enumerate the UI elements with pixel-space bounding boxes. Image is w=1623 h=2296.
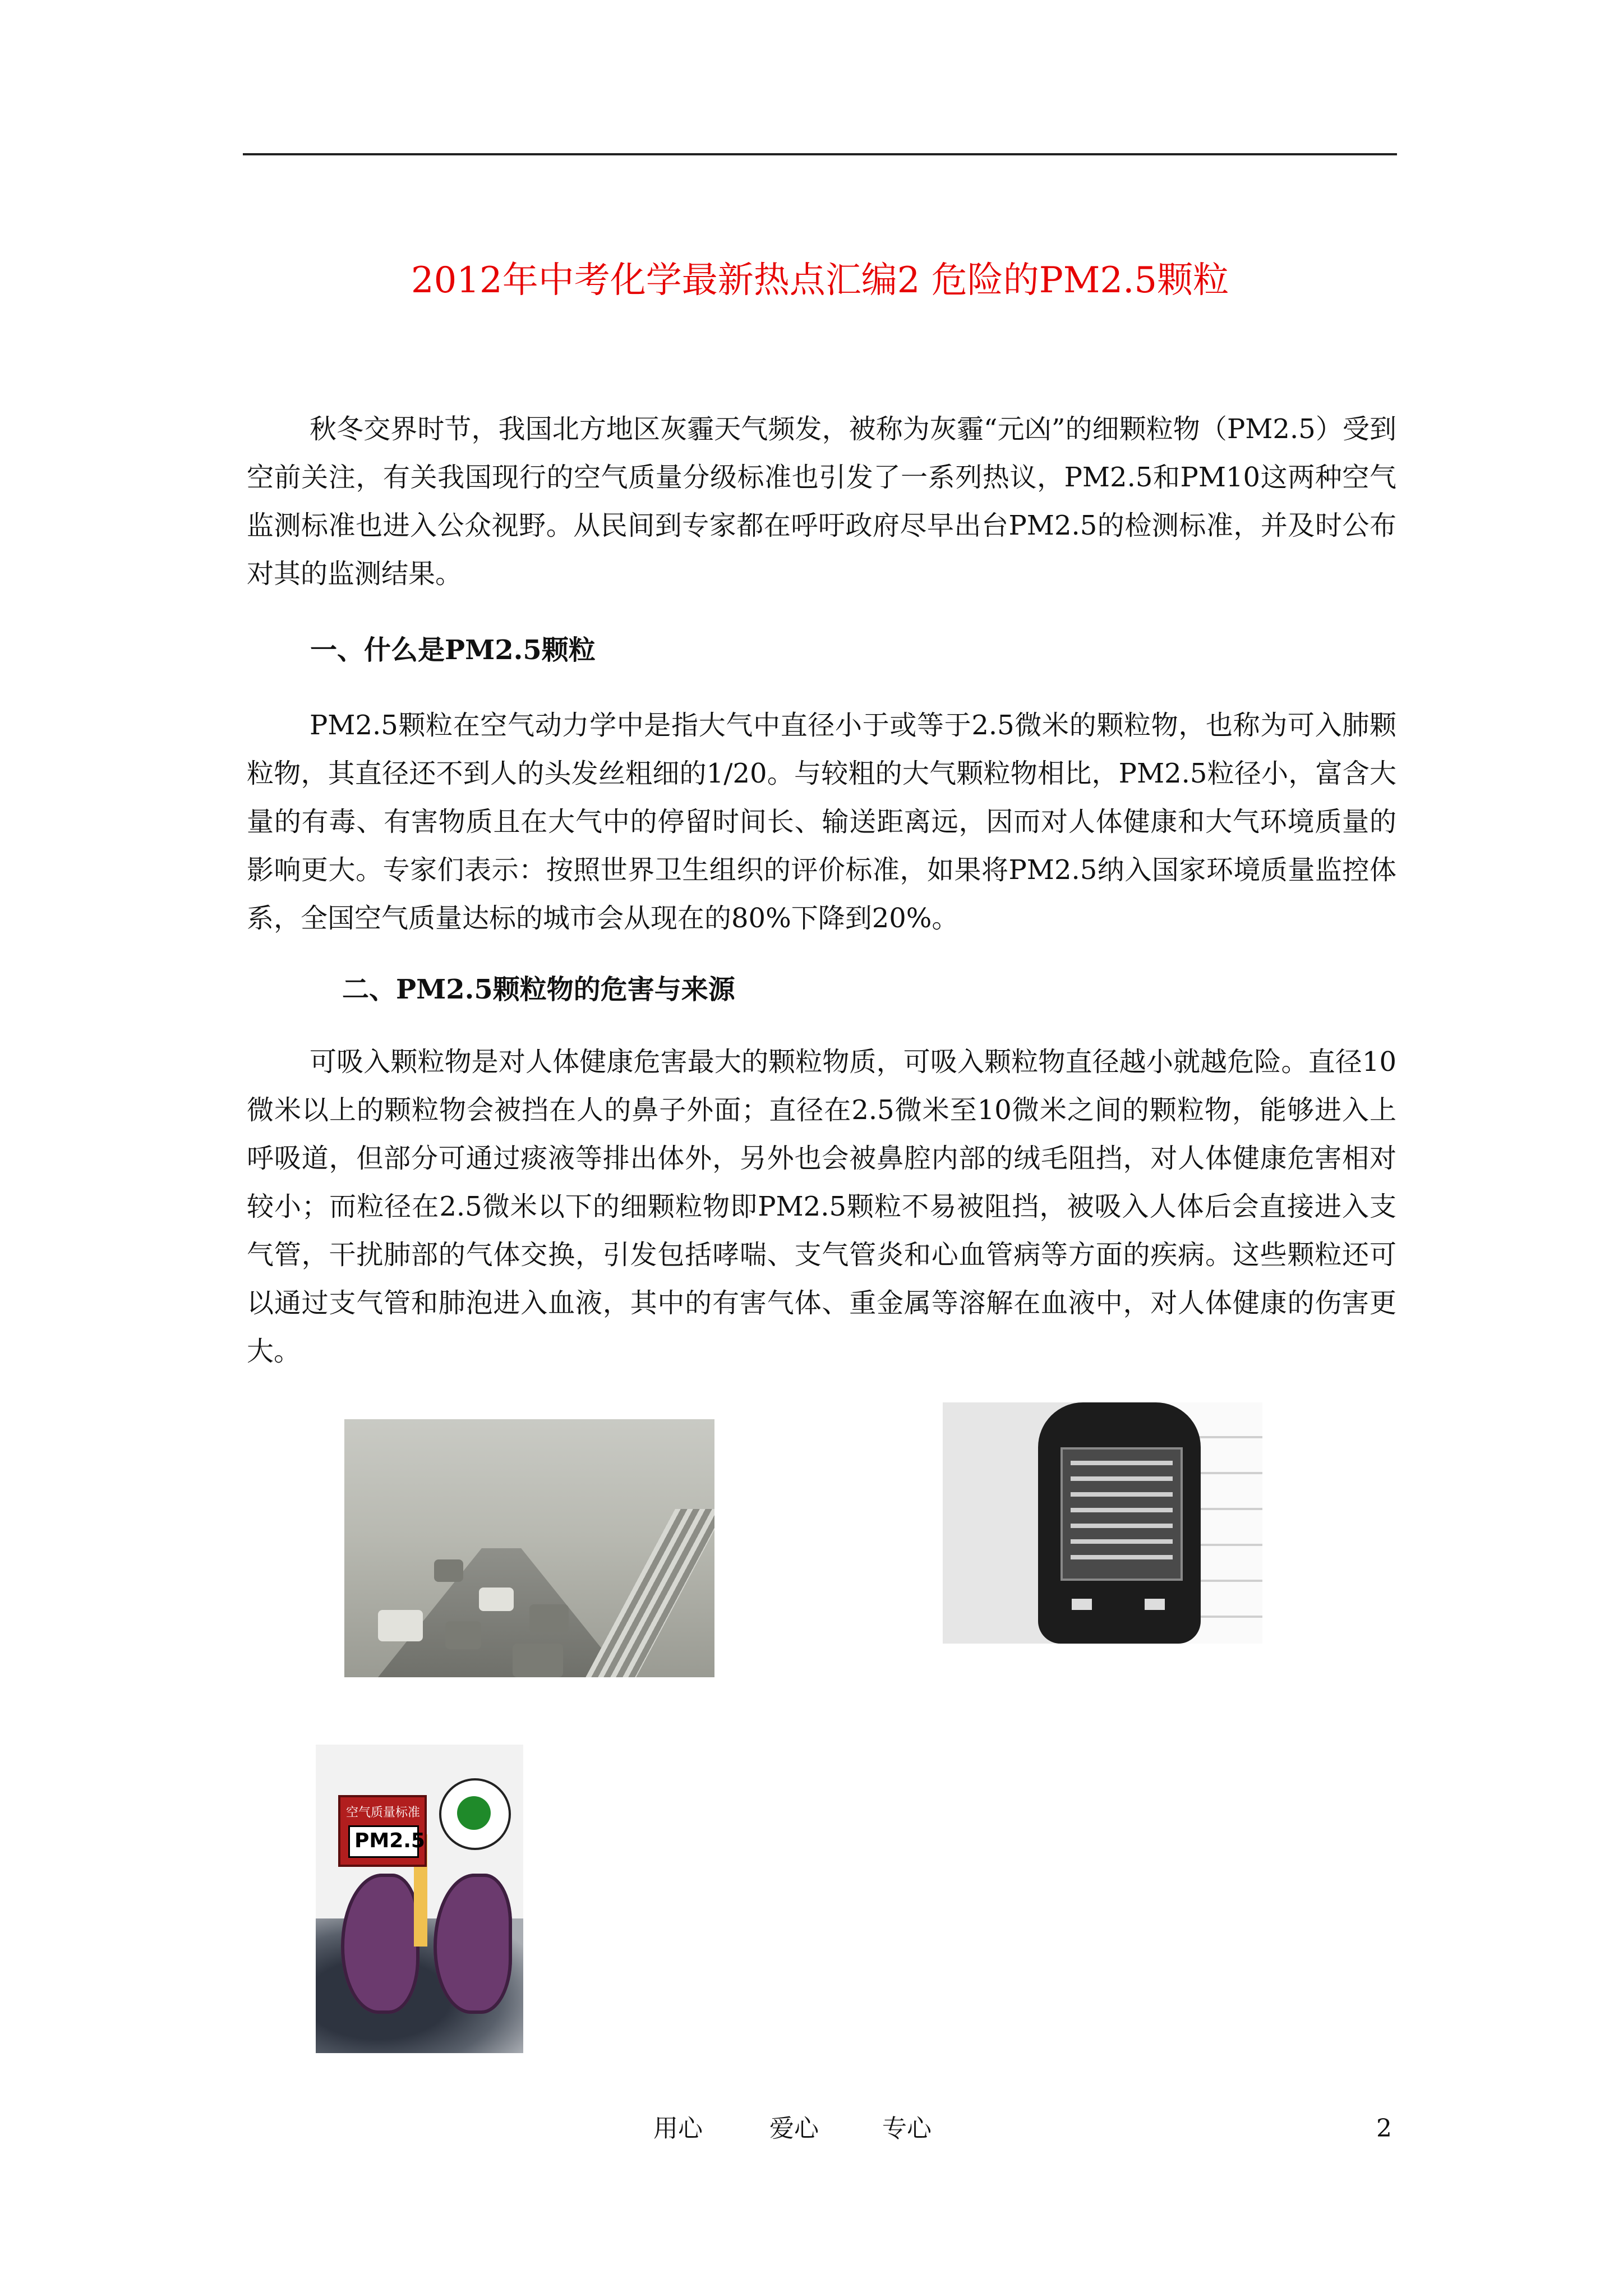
document-title: 2012年中考化学最新热点汇编2 危险的PM2.5颗粒 [411,260,1229,301]
page-number: 2 [1376,2114,1392,2143]
pm25-lungs-poster [316,1745,523,2053]
smog-highway-photo [344,1419,714,1677]
meter-button-shape [1072,1599,1092,1610]
footer-item: 爱心 [769,2114,819,2143]
paragraph-intro: 秋冬交界时节，我国北方地区灰霾天气频发，被称为灰霾“元凶”的细颗粒物（PM2.5）受到空前关注，有关我国现行的空气质量分级标准也引发了一系列热议，PM2.5和PM10这两种空气监测标准也进入公众视野。从民间到专家都在呼吁政府尽早出台PM2.5的检测标准，并及时公布对其的监测结果。 [247,413,1396,590]
car-shape [445,1621,481,1649]
section-heading-2: 二、PM2.5颗粒物的危害与来源 [342,974,735,1005]
pm25-plate [348,1825,425,1858]
meter-screen [1061,1447,1183,1581]
skull-icon [439,1778,511,1850]
car-shape [434,1559,463,1582]
left-lung-shape [341,1874,419,2014]
air-quality-sign [338,1795,427,1867]
paragraph-definition: PM2.5颗粒在空气动力学中是指大气中直径小于或等于2.5微米的颗粒物，也称为可入肺颗粒物，其直径还不到人的头发丝粗细的1/20。与较粗的大气颗粒物相比，PM2.5粒径小，富含大量的有毒、有害物质且在大气中的停留时间长、输送距离远，因而对人体健康和大气环境质量的影响更大。专家们表示：按照世界卫生组织的评价标准，如果将PM2.5纳入国家环境质量监控体系，全国空气质量达标的城市会从现在的80%下降到20%。 [247,710,1396,934]
section-heading-1: 一、什么是PM2.5颗粒 [310,634,596,666]
meter-device-shape [1038,1402,1201,1644]
car-shape [479,1588,514,1611]
header-rule [243,153,1397,155]
paragraph-hazards: 可吸入颗粒物是对人体健康危害最大的颗粒物质，可吸入颗粒物直径越小就越危险。直径10微米以上的颗粒物会被挡在人的鼻子外面；直径在2.5微米至10微米之间的颗粒物，能够进入上呼吸道，但部分可通过痰液等排出体外，另外也会被鼻腔内部的绒毛阻挡，对人体健康危害相对较小；而粒径在2.5微米以下的细颗粒物即PM2.5颗粒不易被阻挡，被吸入人体后会直接进入支气管，干扰肺部的气体交换，引发包括哮喘、支气管炎和心血管病等方面的疾病。这些颗粒还可以通过支气管和肺泡进入血液，其中的有害气体、重金属等溶解在血液中，对人体健康的伤害更大。 [247,1046,1396,1367]
guardrail-shape [585,1509,714,1677]
footer-item: 用心 [653,2114,703,2143]
car-shape [513,1644,563,1677]
sign-label: 空气质量标准 [346,1806,421,1820]
car-shape [378,1610,423,1641]
particle-meter-photo [943,1402,1262,1644]
car-shape [529,1604,569,1632]
right-lung-shape [434,1874,512,2014]
plate-label: PM2.5 [354,1829,425,1852]
footer-item: 专心 [882,2114,932,2143]
meter-button-shape [1145,1599,1165,1610]
